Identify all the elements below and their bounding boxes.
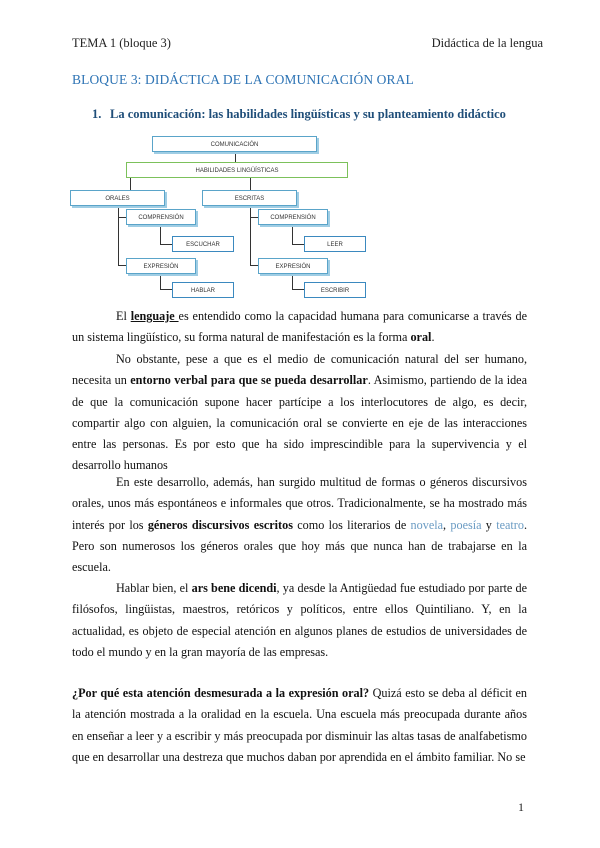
node-escuchar: ESCUCHAR (172, 236, 234, 252)
text-run: Quizá esto se deba al déficit en la atención mostrada a la oralidad en la escuela. Una escuela más preocupada durante años en enseñar a leer y a escribir y más preocupada por disminuir las altas tasas de analfabetismo que en desarrollar una destreza que muchos daban por aprendida en el ámbito familiar. No se (72, 686, 527, 764)
paragraph-ars-bene-dicendi (72, 578, 527, 663)
connector (235, 151, 236, 162)
term-generos-escritos: géneros discursivos escritos (147, 517, 293, 532)
text-run: y (481, 517, 497, 532)
term-ars-bene-dicendi: ars bene dicendi (191, 581, 277, 595)
link-teatro[interactable]: teatro (496, 517, 524, 532)
paragraph-entorno (72, 349, 527, 477)
connector (130, 178, 131, 190)
text-run: , ya desde la Antigüedad fue estudiado por parte de filósofos, lingüistas, maestros, retóricos y políticos, entre ellos Quintiliano. Y, en la actualidad, es objeto de especial atención en algunos planes de estudios de universidades de todo el mundo y en la gran mayoría de las empresas. (72, 581, 528, 659)
connector (292, 274, 293, 290)
connector (160, 244, 172, 245)
paragraph-generos (72, 472, 527, 578)
header-left: TEMA 1 (bloque 3) (72, 36, 171, 50)
link-novela[interactable]: novela (410, 517, 444, 532)
connector (160, 225, 161, 245)
node-comprension-escrita: COMPRENSIÓN (258, 209, 328, 225)
connector (292, 225, 293, 245)
connector (160, 289, 172, 290)
node-leer: LEER (304, 236, 366, 252)
connector (250, 265, 258, 266)
text-run: . (431, 330, 435, 345)
text-run: . Pero son numerosos los géneros orales que hoy más que nunca han de trabajarse en la escuela. (72, 517, 527, 575)
node-escritas: ESCRITAS (202, 190, 297, 206)
node-habilidades: HABILIDADES LINGÜÍSTICAS (126, 162, 348, 178)
text-run: En este desarrollo, además, han surgido multitud de formas o géneros discursivos orales, unos más espontáneos e informales que otros. Tradicionalmente, se ha mostrado más interés por los (72, 475, 527, 532)
skills-diagram (70, 134, 350, 304)
text-run: , (443, 517, 451, 532)
connector (118, 265, 126, 266)
connector (250, 206, 251, 266)
text-run: No obstante, pese a que es el medio de comunicación natural del ser humano, necesita un (72, 352, 527, 388)
connector (292, 289, 304, 290)
text-run: Hablar bien, el (116, 581, 192, 595)
node-hablar: HABLAR (172, 282, 234, 298)
term-entorno-verbal: entorno verbal para que se pueda desarrollar (130, 373, 368, 388)
text-run: es entendido como la capacidad humana para comunicarse a través de un sistema lingüístico, su forma natural de manifestación es la forma (72, 309, 527, 345)
paragraph-lenguaje (72, 306, 527, 349)
page-number: 1 (518, 800, 524, 814)
node-expresion-oral: EXPRESIÓN (126, 258, 196, 274)
node-orales: ORALES (70, 190, 165, 206)
term-oral: oral (410, 330, 432, 345)
connector (292, 244, 304, 245)
paragraph-atencion-oral (72, 683, 527, 768)
text-run: como los literarios de (292, 517, 411, 532)
connector (118, 206, 119, 266)
link-poesia[interactable]: poesía (450, 517, 482, 532)
section-number: 1. (92, 107, 102, 121)
header-right: Didáctica de la lengua (431, 36, 543, 50)
node-expresion-escrita: EXPRESIÓN (258, 258, 328, 274)
page-title: BLOQUE 3: DIDÁCTICA DE LA COMUNICACIÓN ORAL (72, 72, 414, 87)
question-heading: ¿Por qué esta atención desmesurada a la expresión oral? (72, 686, 370, 700)
section-heading (92, 107, 506, 122)
term-lenguaje: lenguaje (130, 309, 179, 323)
text-run: El (116, 309, 131, 323)
text-run: . Asimismo, partiendo de la idea de que la comunicación supone hacer partícipe a los interlocutores de algo, es decir, compartir algo con alguien, la comunicación oral se convierte en eje de las interacciones entre las personas. Es por esto que ha sido imprescindible para la supervivencia y el desarrollo humanos (72, 373, 527, 473)
connector (118, 217, 126, 218)
node-escribir: ESCRIBIR (304, 282, 366, 298)
connector (250, 217, 258, 218)
node-comprension-oral: COMPRENSIÓN (126, 209, 196, 225)
connector (160, 274, 161, 290)
connector (250, 178, 251, 190)
node-comunicacion: COMUNICACIÓN (152, 136, 317, 152)
section-heading-text: La comunicación: las habilidades lingüísticas y su planteamiento didáctico (110, 107, 506, 121)
